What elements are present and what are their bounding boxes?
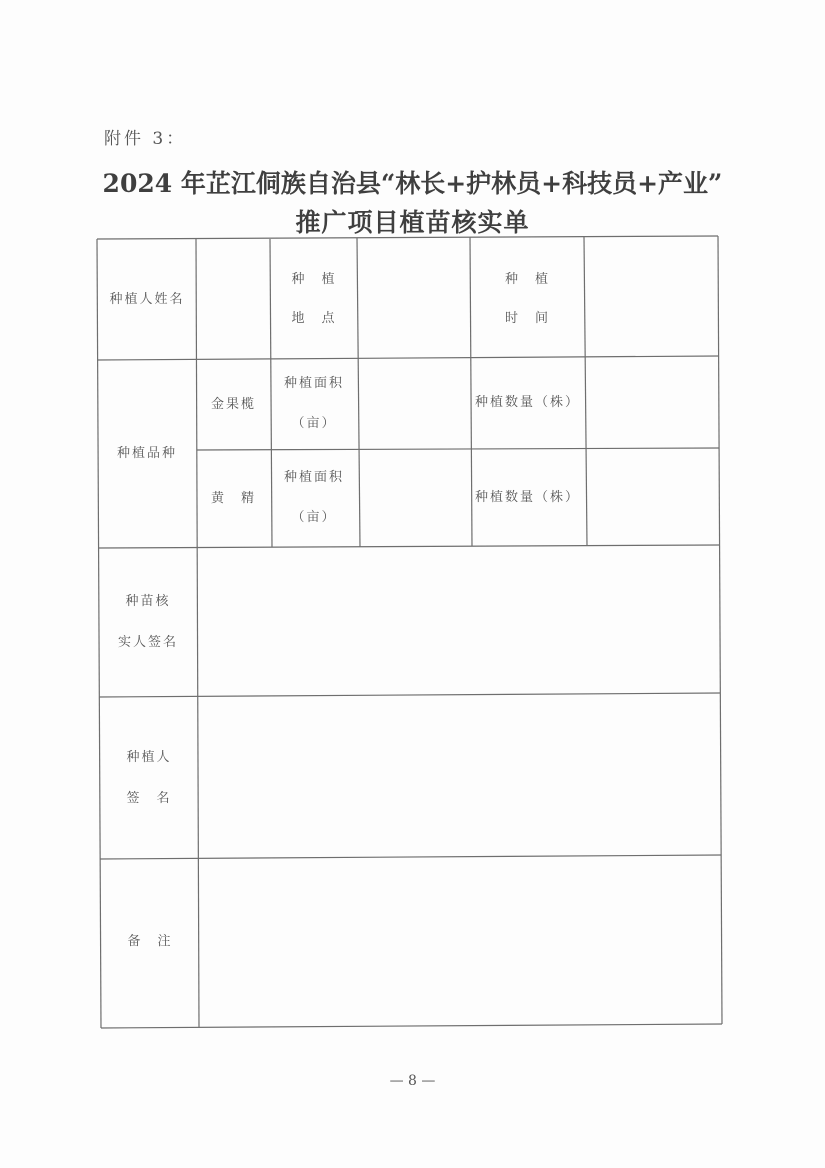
variety-2-area-label-line2: （亩）	[291, 510, 337, 525]
document-title-line2: 推广项目植苗核实单	[295, 208, 530, 237]
planter-sign-label-line1: 种植人	[126, 750, 172, 765]
time-label-line1: 种 植	[504, 272, 550, 287]
variety-1-quantity-label: 种植数量（株）	[474, 395, 580, 410]
location-label-line1: 种 植	[291, 272, 337, 287]
verifier-label-line2: 实人签名	[117, 635, 178, 650]
remarks-label: 备 注	[127, 934, 173, 949]
variety-1-area-label-line2: （亩）	[291, 416, 337, 431]
verifier-label-line1: 种苗核	[125, 594, 171, 609]
variety-2-quantity-label: 种植数量（株）	[474, 490, 580, 505]
variety-label: 种植品种	[116, 446, 177, 461]
variety-1-name: 金果榄	[210, 397, 256, 412]
variety-2-name: 黄 精	[210, 491, 256, 506]
attachment-label: 附件 3：	[104, 129, 187, 149]
planter-sign-label-line2: 签 名	[126, 791, 172, 806]
variety-1-area-label-line1: 种植面积	[283, 376, 344, 391]
location-label-line2: 地 点	[291, 311, 337, 326]
page-number: — 8 —	[389, 1073, 436, 1089]
document-title-line1: 2024 年芷江侗族自治县“林长+护林员+科技员+产业”	[102, 169, 723, 198]
variety-2-area-label-line1: 种植面积	[283, 470, 344, 485]
time-label-line2: 时 间	[504, 311, 550, 326]
planter-name-label: 种植人姓名	[109, 292, 185, 307]
